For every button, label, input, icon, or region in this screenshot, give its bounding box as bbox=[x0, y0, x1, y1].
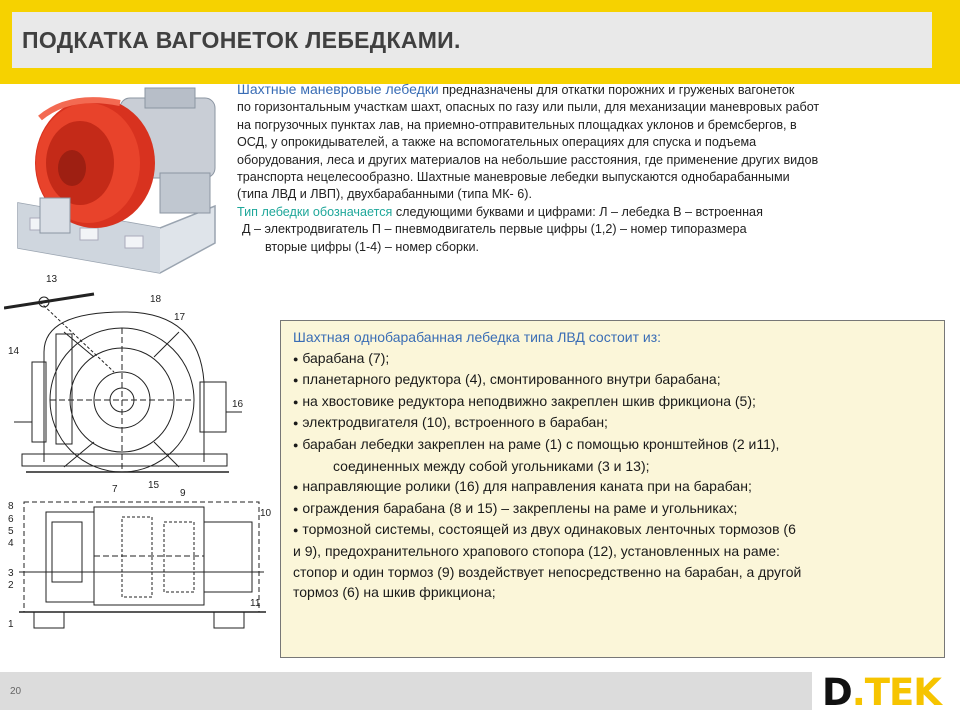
list-item-text: барабан лебедки закреплен на раме (1) с помощью кронштейнов (2 и11), bbox=[302, 435, 780, 452]
bullet-icon: ● bbox=[293, 482, 299, 493]
intro-lead: Шахтные маневровые лебедки bbox=[237, 81, 439, 97]
list-item bbox=[293, 391, 934, 413]
list-item-continuation: соединенных между собой угольниками (3 и 13); bbox=[333, 457, 650, 474]
list-item-text: барабана (7); bbox=[302, 349, 390, 366]
intro-line: транспорта нецелесообразно. Шахтные маневровые лебедки выпускаются однобарабанными bbox=[237, 170, 790, 185]
intro-text bbox=[237, 81, 943, 256]
list-item bbox=[293, 519, 934, 541]
intro-line bbox=[237, 81, 943, 99]
drawing-label: 2 bbox=[8, 580, 14, 591]
drawing-label: 6 bbox=[8, 514, 14, 525]
title-bar bbox=[0, 0, 960, 84]
page-title: ПОДКАТКА ВАГОНЕТОК ЛЕБЕДКАМИ. bbox=[22, 26, 461, 53]
footer-bar bbox=[0, 672, 812, 710]
drawing-label: 8 bbox=[8, 501, 14, 512]
list-item-text: тормозной системы, состоящей из двух одинаковых ленточных тормозов (6 bbox=[302, 521, 796, 538]
logo-tek: TEK bbox=[864, 671, 941, 714]
intro-line: (типа ЛВД и ЛВП), двухбарабанными (типа МК- 6). bbox=[237, 187, 532, 202]
drawing-label: 16 bbox=[232, 399, 244, 410]
drawing-label: 11 bbox=[250, 598, 261, 609]
intro-line: Д – электродвигатель П – пневмодвигатель первые цифры (1,2) – номер типоразмера bbox=[242, 222, 747, 237]
list-item bbox=[293, 412, 934, 434]
drawing-label: 18 bbox=[150, 294, 162, 305]
list-item-text: на хвостовике редуктора неподвижно закреплен шкив фрикциона (5); bbox=[302, 392, 756, 409]
list-item-continuation: и 9), предохранительного храпового стопора (12), установленных на раме: bbox=[293, 542, 780, 559]
list-item-continuation: стопор и один тормоз (9) воздействует непосредственно на барабан, а другой bbox=[293, 563, 802, 580]
intro-line bbox=[237, 204, 943, 221]
drawing-label: 10 bbox=[260, 508, 272, 519]
drawing-label: 3 bbox=[8, 568, 14, 579]
technical-drawing bbox=[4, 272, 274, 672]
page-number: 20 bbox=[10, 686, 22, 697]
bullet-icon: ● bbox=[293, 353, 299, 364]
winch-photo bbox=[10, 78, 230, 278]
drawing-label: 7 bbox=[112, 484, 118, 495]
title-box bbox=[12, 12, 932, 68]
list-item-text: направляющие ролики (16) для направления каната при на барабан; bbox=[302, 478, 752, 495]
bullet-icon: ● bbox=[293, 503, 299, 514]
list-item bbox=[293, 434, 934, 456]
list-item bbox=[293, 476, 934, 498]
drawing-label: 5 bbox=[8, 526, 14, 537]
info-heading: Шахтная однобарабанная лебедка типа ЛВД состоит из: bbox=[293, 329, 662, 345]
info-content bbox=[293, 327, 934, 603]
logo-d: D bbox=[822, 671, 852, 714]
logo-dot: . bbox=[851, 671, 865, 714]
list-item-text: ограждения барабана (8 и 15) – закреплены на раме и угольниках; bbox=[302, 499, 738, 516]
intro-line-text: предназначены для откатки порожних и груженых вагонеток bbox=[442, 83, 795, 97]
drawing-label: 14 bbox=[8, 346, 20, 357]
intro-line: оборудования, леса и других материалов на небольшие расстояния, где применение других видов bbox=[237, 152, 819, 167]
drawing-label: 1 bbox=[8, 619, 14, 630]
bullet-icon: ● bbox=[293, 418, 299, 429]
intro-line: по горизонтальным участкам шахт, опасных по газу или пыли, для механизации маневровых работ bbox=[237, 100, 820, 115]
type-key-label: Тип лебедки обозначается bbox=[237, 204, 393, 219]
bullet-icon: ● bbox=[293, 439, 299, 450]
bullet-icon: ● bbox=[293, 525, 299, 536]
list-item-text: планетарного редуктора (4), смонтированного внутри барабана; bbox=[302, 371, 721, 388]
drawing-label: 9 bbox=[180, 488, 186, 499]
list-item-continuation: тормоз (6) на шкив фрикциона; bbox=[293, 584, 496, 601]
info-box bbox=[280, 320, 945, 658]
bullet-icon: ● bbox=[293, 396, 299, 407]
intro-line: на погрузочных пунктах лав, на приемно-отправительных площадках уклонов и бремсбергов, в bbox=[237, 117, 797, 132]
intro-line: вторые цифры (1-4) – номер сборки. bbox=[265, 239, 480, 254]
intro-line-text: следующими буквами и цифрами: Л – лебедка В – встроенная bbox=[395, 204, 763, 219]
drawing-label: 13 bbox=[46, 274, 58, 285]
drawing-label: 4 bbox=[8, 538, 14, 549]
intro-line: ОСД, у опрокидывателей, а также на вспомогательных операциях для спуска и подъема bbox=[237, 135, 757, 150]
list-item-text: электродвигателя (10), встроенного в барабан; bbox=[302, 414, 608, 431]
list-item bbox=[293, 348, 934, 370]
list-item bbox=[293, 369, 934, 391]
dtek-logo bbox=[822, 672, 940, 714]
list-item bbox=[293, 498, 934, 520]
drawing-label: 15 bbox=[148, 480, 160, 491]
drawing-label: 17 bbox=[174, 312, 186, 323]
bullet-icon: ● bbox=[293, 375, 299, 386]
